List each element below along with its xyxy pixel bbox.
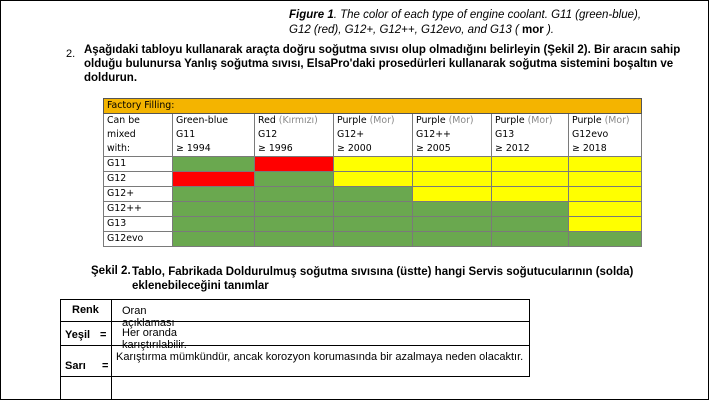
corner-label: mixed [104,128,173,142]
column-name: Green-blue [176,115,229,126]
legend-eq-green: = [100,329,107,341]
table-row [104,172,642,187]
column-sub: (Mor) [604,115,630,126]
row-label: G12++ [104,202,173,217]
table-row [104,217,642,232]
coolant-compatibility-table [103,98,642,247]
compat-cell-green [334,217,413,232]
compat-cell-green [173,232,255,247]
compat-cell-yellow [492,157,569,172]
compat-cell-yellow [413,172,492,187]
column-header-name [492,114,569,129]
column-name: Red [258,115,276,126]
row-label: G12+ [104,187,173,202]
compat-cell-green [255,202,334,217]
factory-filling-title: Factory Filling: [104,99,642,114]
compat-cell-green [173,157,255,172]
row-label: G13 [104,217,173,232]
column-header-name [334,114,413,129]
column-name: Purple [572,115,602,126]
compat-cell-green [413,217,492,232]
compat-cell-yellow [413,187,492,202]
column-header-name [413,114,492,129]
column-header-code: G13 [492,128,569,142]
legend-header-key: Renk [72,304,99,316]
legend-val-green: Her oranda karıştırılabilir. [122,327,187,351]
column-header-code: G12+ [334,128,413,142]
table-row [104,157,642,172]
column-header-year: ≥ 1996 [255,142,334,157]
instruction-text: Aşağıdaki tabloyu kullanarak araçta doğru soğutma sıvısı olup olmadığını belirleyin (Şekil 2). Bir aracın sahip olduğu bulunursa Yanlış soğutma sıvısı, ElsaPro'daki prosedürleri kullanarak soğutma sistemini boşaltın ve doldurun. [84,44,681,84]
legend-vline-left [60,299,61,399]
compat-cell-yellow [334,157,413,172]
column-header-year: ≥ 2018 [569,142,642,157]
column-header-year: ≥ 2000 [334,142,413,157]
instruction-number: 2. [66,48,76,60]
row-label: G11 [104,157,173,172]
table-row [104,187,642,202]
compat-cell-yellow [569,172,642,187]
compat-cell-yellow [569,187,642,202]
compat-cell-yellow [569,217,642,232]
table-row [104,202,642,217]
figure1-caption-text: . The color of each type of engine coolant. G11 (green-blue), G12 (red), G12+, G12++, G12evo, and G13 ( [289,9,642,36]
compat-cell-red [173,172,255,187]
legend-key-green: Yeşil [65,329,91,341]
legend-vline-mid [111,299,112,399]
compat-cell-green [173,187,255,202]
column-header-code: G12++ [413,128,492,142]
legend-key-yellow: Sarı [65,360,86,372]
legend-eq-yellow: = [102,360,109,372]
compat-cell-green [173,202,255,217]
legend-val-yellow: Karıştırma mümkündür, ancak korozyon korumasında bir azalmaya neden olacaktır. [116,351,524,363]
figure2-caption: Tablo, Fabrikada Doldurulmuş soğutma sıvısına (üstte) hangi Servis soğutucularının (solda) eklenebileceğini tanımlar [132,266,634,292]
compat-cell-green [255,232,334,247]
compat-cell-green [334,232,413,247]
compat-cell-yellow [569,202,642,217]
figure1-caption [289,8,649,38]
corner-label: with: [104,142,173,157]
legend-header-val: Oran açıklaması [122,305,175,329]
column-header-name [569,114,642,129]
compat-cell-yellow [569,157,642,172]
column-sub: (Mor) [369,115,395,126]
column-header-year: ≥ 1994 [173,142,255,157]
column-sub: (Mor) [448,115,474,126]
legend-line-top [60,299,530,300]
corner-label: Can be [104,114,173,129]
column-header-year: ≥ 2012 [492,142,569,157]
figure1-caption-mor: mor [518,24,547,36]
figure1-caption-end: ). [546,24,554,36]
row-label: G12 [104,172,173,187]
column-header-code: G12 [255,128,334,142]
column-header-name [173,114,255,129]
column-header-code: G12evo [569,128,642,142]
compat-cell-green [334,187,413,202]
column-sub: (Mor) [527,115,553,126]
compat-cell-green [569,232,642,247]
column-name: Purple [495,115,525,126]
figure2-prefix: Şekil 2. [91,265,131,277]
compat-cell-yellow [492,187,569,202]
table-row [104,232,642,247]
column-name: Purple [337,115,367,126]
column-sub: (Kırmızı) [278,115,318,126]
column-header-year: ≥ 2005 [413,142,492,157]
compat-cell-yellow [413,157,492,172]
figure1-label: Figure 1 [289,9,334,21]
compat-cell-green [413,202,492,217]
compat-cell-yellow [334,172,413,187]
compat-cell-green [255,217,334,232]
compat-cell-yellow [492,172,569,187]
compat-cell-green [492,217,569,232]
compat-cell-red [255,157,334,172]
compat-cell-green [255,172,334,187]
compat-cell-green [492,202,569,217]
column-header-name [255,114,334,129]
compat-cell-green [492,232,569,247]
column-header-code: G11 [173,128,255,142]
row-label: G12evo [104,232,173,247]
legend-vline-right [529,299,530,377]
compat-cell-green [173,217,255,232]
compat-cell-green [413,232,492,247]
compat-cell-green [334,202,413,217]
compat-cell-green [255,187,334,202]
column-name: Purple [416,115,446,126]
